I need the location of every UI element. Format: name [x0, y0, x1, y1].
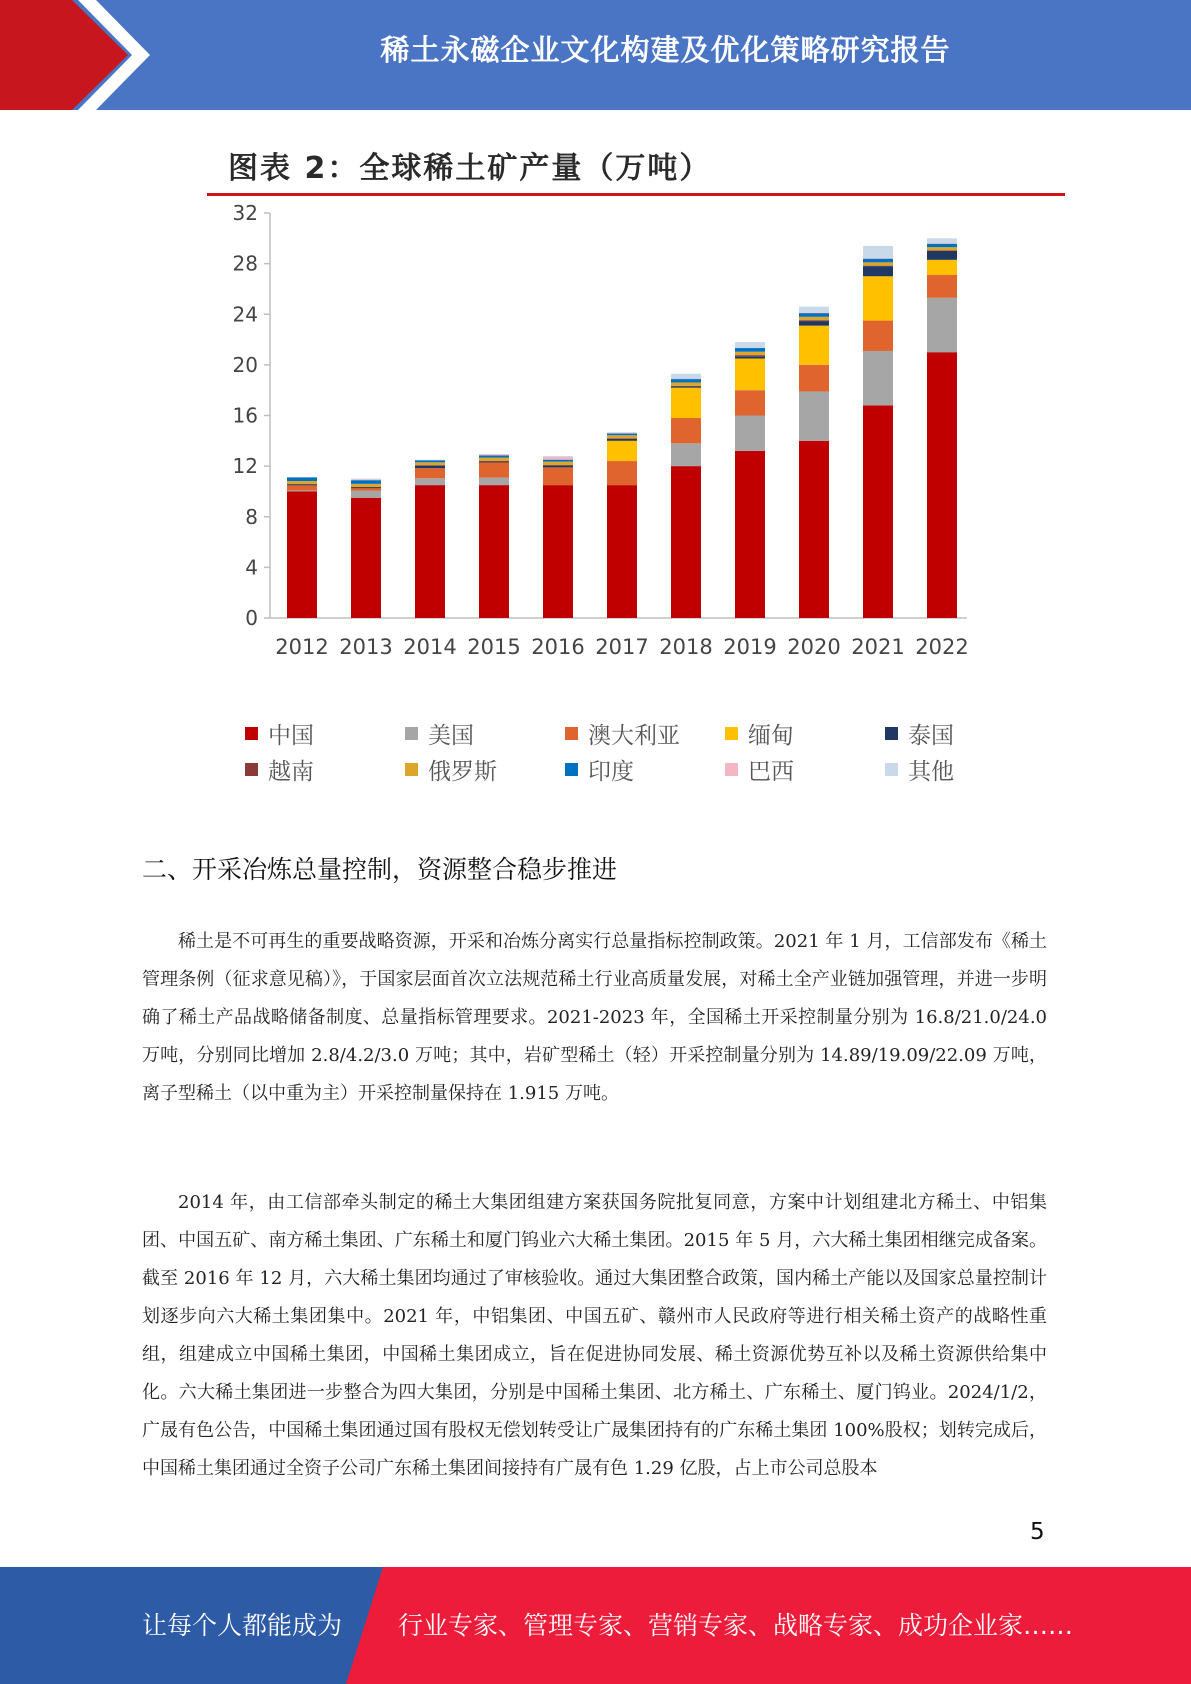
legend-item	[885, 753, 1045, 786]
legend-item	[405, 753, 565, 786]
bar-segment-2019-3	[735, 359, 765, 391]
x-tick-label: 2012	[275, 635, 329, 659]
bar-segment-2021-1	[863, 351, 893, 405]
bar-segment-2014-6	[415, 462, 445, 465]
x-tick-label: 2015	[467, 635, 521, 659]
bar-segment-2021-8	[863, 258, 893, 259]
legend-label: 中国	[268, 722, 314, 749]
bar-segment-2015-5	[479, 461, 509, 462]
legend-item	[885, 717, 1045, 750]
y-tick-label: 24	[232, 302, 258, 327]
legend-swatch	[725, 763, 738, 776]
chart-title-divider	[207, 193, 1065, 196]
legend-label: 越南	[268, 758, 314, 785]
bar-segment-2012-7	[287, 477, 317, 481]
body-paragraph: 稀土是不可再生的重要战略资源，开采和冶炼分离实行总量指标控制政策。2021 年 1 月，工信部发布《稀土管理条例（征求意见稿）》，于国家层面首次立法规范稀土行业高质量发展，对稀土全产业链加强管理，并进一步明确了稀土产品战略储备制度、总量指标管理要求。2021-2023 年，全国稀土开采控制量分别为 16.8/21.0/24.0 万吨，分别同比增加 2.8/4.2/3.0 万吨；其中，岩矿型稀土（轻）开采控制量分别为 14.89/19.09/22.09 万吨，离子型稀土（以中重为主）开采控制量保持在 1.915 万吨。	[142, 931, 1047, 1104]
chart-legend	[245, 715, 1045, 787]
bar-segment-2018-1	[671, 443, 701, 466]
bar-segment-2021-7	[863, 259, 893, 263]
body-paragraph: 2014 年，由工信部牵头制定的稀土大集团组建方案获国务院批复同意，方案中计划组建北方稀土、中铝集团、中国五矿、南方稀土集团、广东稀土和厦门钨业六大稀土集团。2015 年 5 月，六大稀土集团相继完成备案。截至 2016 年 12 月，六大稀土集团均通过了审核验收。通过大集团整合政策，国内稀土产能以及国家总量控制计划逐步向六大稀土集团集中。2021 年，中铝集团、中国五矿、赣州市人民政府等进行相关稀土资产的战略性重组，组建成立中国稀土集团，中国稀土集团成立，旨在促进协同发展、稀土资源优势互补以及稀土资源供给集中化。六大稀土集团进一步整合为四大集团，分别是中国稀土集团、北方稀土、广东稀土、厦门钨业。2024/1/2，广晟有色公告，中国稀土集团通过国有股权无偿划转受让广晟集团持有的广东稀土集团 100%股权；划转完成后，中国稀土集团通过全资子公司广东稀土集团间接持有广晟有色 1.29 亿股，占上市公司总股本	[142, 1192, 1047, 1479]
legend-label: 巴西	[748, 758, 794, 785]
bar-segment-2016-8	[543, 457, 573, 460]
bar-segment-2017-4	[607, 439, 637, 441]
bar-segment-2017-3	[607, 441, 637, 461]
bar-segment-2021-4	[863, 266, 893, 276]
bar-segment-2014-4	[415, 465, 445, 468]
bar-segment-2019-9	[735, 342, 765, 348]
legend-label: 泰国	[908, 722, 954, 749]
bar-segment-2021-3	[863, 276, 893, 320]
bar-segment-2022-7	[927, 244, 957, 248]
bar-segment-2017-6	[607, 435, 637, 438]
bar-segment-2020-2	[799, 365, 829, 392]
legend-item	[565, 753, 725, 786]
legend-row	[245, 751, 1045, 787]
legend-swatch	[885, 727, 898, 740]
bar-segment-2013-8	[351, 479, 381, 480]
bar-segment-2012-9	[287, 477, 317, 478]
bar-segment-2019-6	[735, 352, 765, 355]
bar-segment-2013-9	[351, 479, 381, 480]
bar-segment-2013-7	[351, 480, 381, 484]
bar-segment-2022-8	[927, 243, 957, 244]
legend-item	[405, 717, 565, 750]
bar-segment-2018-7	[671, 379, 701, 383]
bar-segment-2020-5	[799, 320, 829, 321]
bar-segment-2019-1	[735, 416, 765, 451]
bar-segment-2017-5	[607, 439, 637, 440]
legend-item	[725, 717, 885, 750]
y-tick-label: 32	[232, 201, 258, 225]
bar-segment-2015-8	[479, 454, 509, 455]
bar-segment-2012-2	[287, 485, 317, 490]
bar-segment-2022-6	[927, 247, 957, 250]
bar-segment-2014-2	[415, 468, 445, 478]
bar-segment-2015-6	[479, 458, 509, 462]
x-tick-label: 2019	[723, 635, 777, 659]
bar-segment-2015-0	[479, 485, 509, 618]
legend-label: 澳大利亚	[588, 722, 680, 749]
x-tick-label: 2021	[851, 635, 905, 659]
bar-segment-2016-7	[543, 460, 573, 462]
y-tick-label: 16	[232, 403, 258, 428]
x-tick-label: 2016	[531, 635, 585, 659]
page-header	[0, 0, 1191, 110]
bar-segment-2015-7	[479, 455, 509, 457]
bar-segment-2012-6	[287, 481, 317, 484]
x-tick-label: 2014	[403, 635, 457, 659]
legend-item	[725, 753, 885, 786]
bar-segment-2022-0	[927, 352, 957, 618]
x-tick-label: 2013	[339, 635, 393, 659]
bar-segment-2018-6	[671, 382, 701, 385]
bar-segment-2022-1	[927, 298, 957, 352]
bar-segment-2022-9	[927, 238, 957, 243]
bar-segment-2013-6	[351, 484, 381, 487]
y-axis	[233, 201, 270, 630]
bar-segment-2021-2	[863, 321, 893, 351]
bar-segment-2018-4	[671, 386, 701, 387]
bar-segment-2017-9	[607, 432, 637, 433]
legend-label: 缅甸	[748, 722, 794, 749]
bar-segment-2019-5	[735, 355, 765, 356]
footer-slogan-left: 让每个人都能成为	[142, 1611, 343, 1640]
x-tick-label: 2018	[659, 635, 713, 659]
bar-segment-2017-0	[607, 485, 637, 618]
x-axis	[270, 618, 969, 659]
bar-segment-2012-5	[287, 484, 317, 485]
bar-segment-2013-5	[351, 487, 381, 488]
bar-segment-2019-7	[735, 348, 765, 352]
bar-segment-2013-0	[351, 498, 381, 618]
legend-item	[565, 717, 725, 750]
chart-title: 图表 2：全球稀土矿产量（万吨）	[228, 151, 712, 186]
x-tick-label: 2020	[787, 635, 841, 659]
chart-bars	[287, 238, 957, 618]
bar-segment-2012-0	[287, 491, 317, 618]
page-footer	[0, 1567, 1191, 1684]
legend-swatch	[725, 727, 738, 740]
bar-segment-2018-3	[671, 388, 701, 418]
legend-swatch	[565, 763, 578, 776]
bar-segment-2022-5	[927, 250, 957, 251]
y-tick-label: 4	[245, 555, 258, 580]
header-arrow-decoration	[0, 0, 160, 110]
bar-segment-2017-2	[607, 461, 637, 485]
stacked-bar-chart	[207, 200, 1057, 710]
legend-item	[245, 717, 405, 750]
bar-segment-2018-9	[671, 374, 701, 379]
bar-segment-2013-1	[351, 491, 381, 498]
bar-segment-2020-7	[799, 313, 829, 317]
legend-swatch	[245, 727, 258, 740]
y-tick-label: 28	[232, 251, 258, 276]
x-tick-label: 2022	[915, 635, 969, 659]
bar-segment-2016-2	[543, 467, 573, 485]
bar-segment-2018-0	[671, 466, 701, 618]
bar-segment-2015-1	[479, 478, 509, 485]
legend-swatch	[245, 763, 258, 776]
section-heading: 二、开采冶炼总量控制，资源整合稳步推进	[142, 855, 618, 884]
bar-segment-2016-4	[543, 465, 573, 467]
bar-segment-2020-3	[799, 326, 829, 365]
page-number: 5	[1030, 1519, 1045, 1545]
bar-segment-2017-8	[607, 433, 637, 434]
bar-segment-2021-0	[863, 405, 893, 618]
legend-item	[245, 753, 405, 786]
bar-segment-2016-0	[543, 485, 573, 618]
bar-segment-2021-6	[863, 262, 893, 265]
bar-segment-2018-8	[671, 379, 701, 380]
bar-segment-2014-5	[415, 465, 445, 466]
bar-segment-2012-1	[287, 490, 317, 491]
x-tick-label: 2017	[595, 635, 649, 659]
bar-segment-2016-5	[543, 465, 573, 466]
bar-segment-2020-6	[799, 317, 829, 320]
bar-segment-2021-9	[863, 246, 893, 258]
bar-segment-2019-4	[735, 356, 765, 358]
bar-segment-2015-4	[479, 461, 509, 462]
legend-label: 美国	[428, 722, 474, 749]
bar-segment-2020-4	[799, 321, 829, 326]
bar-segment-2017-7	[607, 433, 637, 435]
bar-segment-2016-6	[543, 462, 573, 466]
bar-segment-2018-5	[671, 386, 701, 387]
footer-slogan-right: 行业专家、管理专家、营销专家、战略专家、成功企业家……	[398, 1611, 1074, 1640]
bar-segment-2013-2	[351, 488, 381, 491]
legend-swatch	[405, 727, 418, 740]
legend-swatch	[565, 727, 578, 740]
report-title: 稀土永磁企业文化构建及优化策略研究报告	[380, 33, 951, 67]
bar-segment-2022-3	[927, 260, 957, 275]
bar-segment-2021-5	[863, 266, 893, 267]
bar-segment-2020-0	[799, 441, 829, 618]
bar-segment-2018-2	[671, 418, 701, 443]
bar-segment-2020-9	[799, 307, 829, 313]
legend-swatch	[885, 763, 898, 776]
bar-segment-2014-9	[415, 460, 445, 461]
legend-label: 其他	[908, 758, 954, 785]
bar-segment-2020-1	[799, 391, 829, 440]
bar-segment-2014-1	[415, 478, 445, 485]
bar-segment-2014-0	[415, 485, 445, 618]
bar-segment-2020-8	[799, 312, 829, 313]
bar-segment-2019-0	[735, 451, 765, 618]
bar-segment-2022-4	[927, 251, 957, 260]
y-tick-label: 12	[232, 454, 258, 479]
bar-segment-2016-9	[543, 456, 573, 457]
bar-segment-2014-7	[415, 460, 445, 462]
bar-segment-2015-2	[479, 462, 509, 477]
y-tick-label: 8	[245, 504, 258, 529]
legend-label: 俄罗斯	[428, 758, 497, 785]
y-tick-label: 20	[232, 352, 258, 377]
legend-row	[245, 715, 1045, 751]
legend-swatch	[405, 763, 418, 776]
bar-segment-2022-2	[927, 275, 957, 298]
legend-label: 印度	[588, 758, 634, 785]
y-tick-label: 0	[245, 606, 258, 630]
bar-segment-2019-2	[735, 390, 765, 415]
